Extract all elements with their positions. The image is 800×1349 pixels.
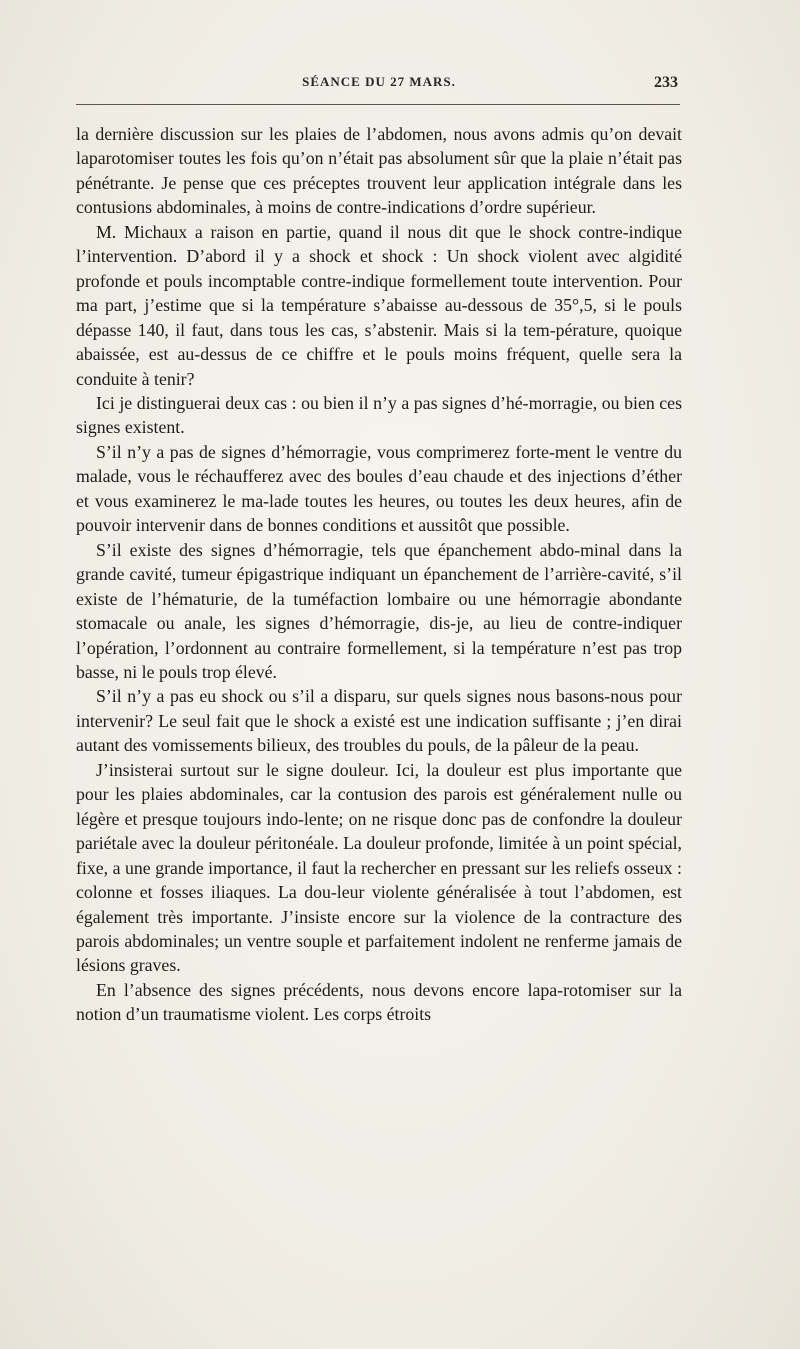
paragraph-6: S’il n’y a pas eu shock ou s’il a disparu, sur quels signes nous basons-nous pour intervenir? Le seul fait que le shock a existé est une indication suffisante ; j’en dirai autant des vomissements bilieux, des troubles du pouls, de la pâleur de la peau. bbox=[76, 686, 682, 756]
paragraph-1: la dernière discussion sur les plaies de l’abdomen, nous avons admis qu’on devait laparotomiser toutes les fois qu’on n’était pas absolument sûr que la plaie n’était pas pénétrante. Je pense que ces préceptes trouvent leur application intégrale dans les contusions abdominales, à moins de contre-indications d’ordre supérieur. bbox=[76, 124, 682, 218]
paragraph-5: S’il existe des signes d’hémorragie, tels que épanchement abdo-minal dans la grande cavité, tumeur épigastrique indiquant un épanchement de l’arrière-cavité, s’il existe de l’hématurie, de la tuméfaction lombaire ou une hémorragie abondante stomacale ou anale, les signes d’hémorragie, dis-je, au lieu de contre-indiquer l’opération, l’ordonnent au contraire formellement, si la température n’est pas trop basse, ni le pouls trop élevé. bbox=[76, 539, 682, 682]
paragraph-2: M. Michaux a raison en partie, quand il nous dit que le shock contre-indique l’intervention. D’abord il y a shock et shock : Un shock violent avec algidité profonde et pouls incomptable contre-indique formellement toute intervention. Pour ma part, j’estime que si la température s’abaisse au-dessous de 35°,5, si le pouls dépasse 140, il faut, dans tous les cas, s’abstenir. Mais si la tem-pérature, quoique abaissée, est au-dessus de ce chiffre et le pouls moins fréquent, quelle sera la conduite à tenir? bbox=[76, 221, 682, 389]
body-text bbox=[76, 122, 682, 1027]
paragraph-8: En l’absence des signes précédents, nous devons encore lapa-rotomiser sur la notion d’un traumatisme violent. Les corps étroits bbox=[76, 979, 682, 1025]
header-rule bbox=[76, 104, 680, 105]
running-head: SÉANCE DU 27 MARS. bbox=[302, 74, 456, 89]
page-header bbox=[76, 74, 682, 96]
paragraph-3: Ici je distinguerai deux cas : ou bien il n’y a pas signes d’hé-morragie, ou bien ces signes existent. bbox=[76, 392, 682, 438]
paragraph-7: J’insisterai surtout sur le signe douleur. Ici, la douleur est plus importante que pour les plaies abdominales, car la contusion des parois est généralement nulle ou légère et presque toujours indo-lente; on ne risque donc pas de confondre la douleur pariétale avec la douleur péritonéale. La douleur profonde, limitée à un point spécial, fixe, a une grande importance, il faut la rechercher en pressant sur les reliefs osseux : colonne et fosses iliaques. La dou-leur violente généralisée à tout l’abdomen, est également très importante. J’insiste encore sur la violence de la contracture des parois abdominales; un ventre souple et parfaitement indolent ne renferme jamais de lésions graves. bbox=[76, 759, 682, 976]
paragraph-4: S’il n’y a pas de signes d’hémorragie, vous comprimerez forte-ment le ventre du malade, vous le réchaufferez avec des boules d’eau chaude et des injections d’éther et vous examinerez le ma-lade toutes les heures, ou toutes les deux heures, afin de pouvoir intervenir dans de bonnes conditions et aussitôt que possible. bbox=[76, 441, 682, 536]
page-number: 233 bbox=[654, 74, 678, 91]
